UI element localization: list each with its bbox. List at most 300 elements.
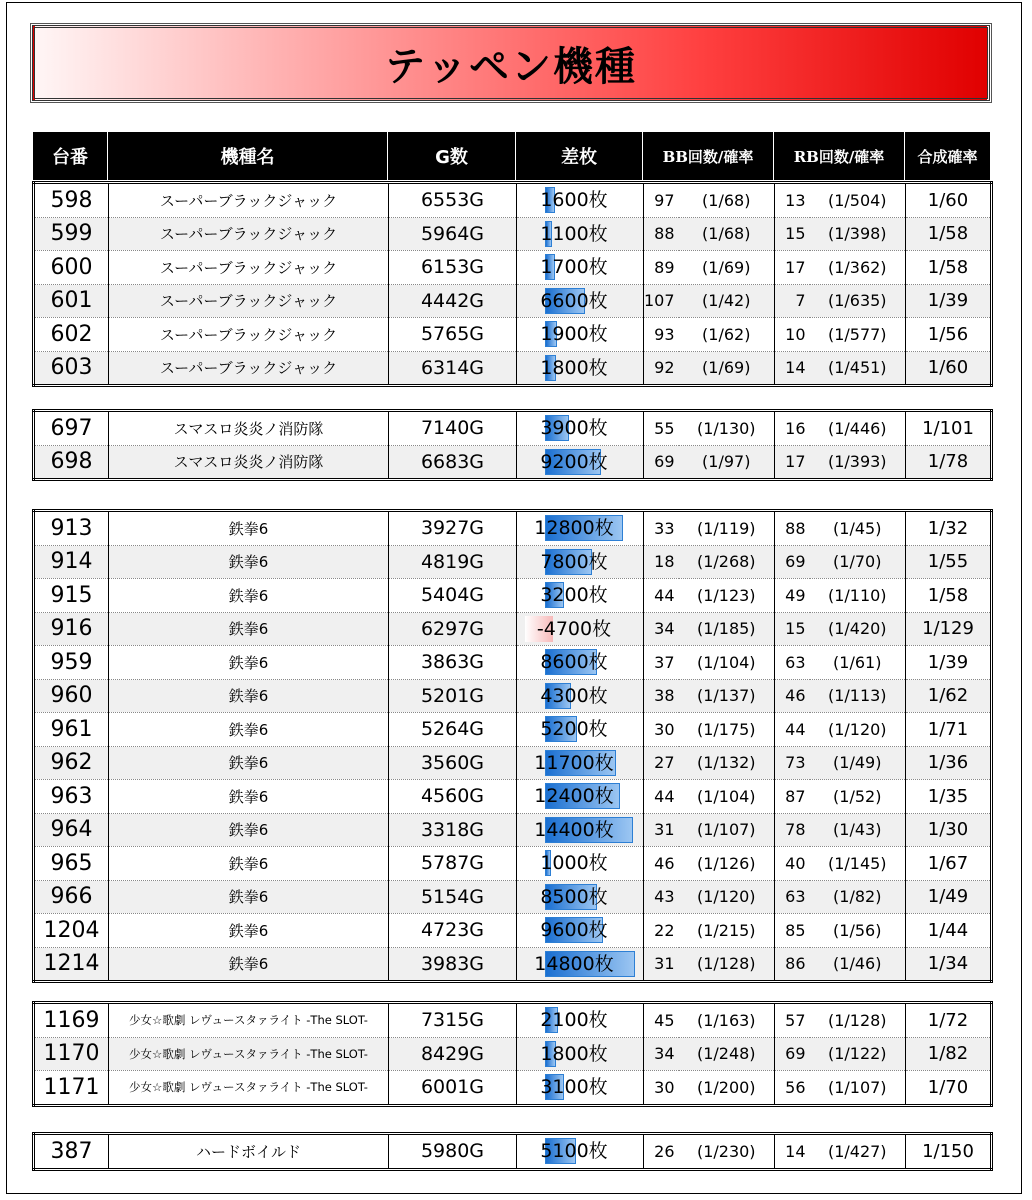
- rb-rate: (1/52): [810, 780, 906, 814]
- diff-value: -4700枚: [536, 617, 612, 640]
- diff-value: 3100枚: [540, 1076, 608, 1098]
- game-count: 6001G: [389, 1071, 517, 1106]
- rb-count: 63: [775, 880, 810, 914]
- model-name: 鉄拳6: [109, 612, 389, 646]
- rb-count: 14: [785, 1141, 806, 1161]
- diff-value: 12400枚: [534, 785, 614, 807]
- model-name: 少女☆歌劇 レヴュースタァライト -The SLOT-: [109, 1037, 389, 1071]
- header-model: 機種名: [108, 132, 388, 180]
- model-name: スーパーブラックジャック: [109, 284, 389, 318]
- table-row: [34, 679, 992, 713]
- unit-number: 600: [34, 251, 109, 285]
- model-name: 鉄拳6: [109, 679, 389, 713]
- unit-number: 603: [34, 351, 109, 386]
- bb-rate: (1/230): [679, 1134, 775, 1170]
- bb-rate: (1/62): [679, 318, 775, 352]
- rb-rate: (1/398): [810, 217, 906, 251]
- diff-cell: [517, 545, 644, 579]
- total-rate: 1/150: [922, 1140, 974, 1162]
- bb-count: 45: [644, 1003, 679, 1038]
- table-row: [34, 813, 992, 847]
- game-count: 5765G: [389, 318, 517, 352]
- header-diff: 差枚: [516, 132, 643, 180]
- rb-count: 85: [775, 914, 810, 948]
- unit-number: 1170: [34, 1037, 109, 1071]
- game-count: 3927G: [389, 511, 517, 546]
- diff-cell: [517, 713, 644, 747]
- game-count: 5154G: [389, 880, 517, 914]
- model-name: スーパーブラックジャック: [109, 217, 389, 251]
- unit-number: 966: [34, 880, 109, 914]
- model-name: 鉄拳6: [109, 545, 389, 579]
- rb-count: 88: [775, 511, 810, 546]
- game-count: 6153G: [389, 251, 517, 285]
- bb-rate: (1/200): [679, 1071, 775, 1106]
- rb-rate: (1/46): [810, 947, 906, 982]
- rb-rate: (1/393): [810, 445, 906, 480]
- table-row: [34, 351, 992, 386]
- unit-number: 698: [34, 445, 109, 480]
- table-row: [34, 646, 992, 680]
- bb-rate: (1/137): [679, 679, 775, 713]
- rb-count: 86: [775, 947, 810, 982]
- diff-cell: [517, 679, 644, 713]
- rb-count: 17: [775, 251, 810, 285]
- unit-number: 1169: [34, 1003, 109, 1038]
- table-row: [34, 847, 992, 881]
- bb-count: 55: [644, 411, 679, 446]
- model-name: スーパーブラックジャック: [109, 351, 389, 386]
- game-count: 6683G: [389, 445, 517, 480]
- diff-cell: [517, 612, 644, 646]
- diff-value: 4300枚: [540, 684, 608, 707]
- bb-rate: (1/104): [679, 780, 775, 814]
- bb-count: 88: [644, 217, 679, 251]
- unit-number: 913: [34, 511, 109, 546]
- rb-rate: (1/362): [810, 251, 906, 285]
- bb-count: 92: [644, 351, 679, 386]
- unit-number: 963: [34, 780, 109, 814]
- model-name: 鉄拳6: [109, 646, 389, 680]
- total-rate: 1/60: [906, 351, 992, 386]
- game-count: 5964G: [389, 217, 517, 251]
- unit-number: 1171: [34, 1071, 109, 1106]
- diff-cell: [517, 579, 644, 613]
- rb-rate: (1/120): [810, 713, 906, 747]
- diff-value: 8500枚: [540, 885, 608, 908]
- game-count: 5787G: [389, 847, 517, 881]
- diff-cell: [517, 1003, 644, 1038]
- game-count: 3560G: [389, 746, 517, 780]
- total-rate: 1/49: [906, 880, 992, 914]
- model-name: スマスロ炎炎ノ消防隊: [109, 445, 389, 480]
- total-rate: 1/35: [906, 780, 992, 814]
- bb-rate: (1/163): [679, 1003, 775, 1038]
- unit-number: 965: [34, 847, 109, 881]
- bb-count: 34: [644, 1037, 679, 1071]
- diff-value: 1600枚: [540, 189, 608, 211]
- diff-value: 1800枚: [540, 356, 608, 379]
- game-count: 3863G: [389, 646, 517, 680]
- unit-number: 916: [34, 612, 109, 646]
- bb-rate: (1/132): [679, 746, 775, 780]
- machine-group-5: [32, 1132, 993, 1171]
- model-name: 鉄拳6: [109, 847, 389, 881]
- rb-count: 15: [775, 217, 810, 251]
- bb-count: 37: [644, 646, 679, 680]
- model-name: 鉄拳6: [109, 579, 389, 613]
- diff-cell: [517, 780, 644, 814]
- game-count: 4819G: [389, 545, 517, 579]
- total-rate: 1/78: [906, 445, 992, 480]
- game-count: 6553G: [389, 183, 517, 218]
- rb-count: 15: [775, 612, 810, 646]
- table-row: [34, 947, 992, 982]
- unit-number: 601: [34, 284, 109, 318]
- model-name: 鉄拳6: [109, 947, 389, 982]
- bb-count: 34: [644, 612, 679, 646]
- table-row: [34, 1003, 992, 1038]
- total-rate: 1/34: [906, 947, 992, 982]
- table-row: [34, 1071, 992, 1106]
- rb-rate: (1/577): [810, 318, 906, 352]
- rb-rate: (1/446): [810, 411, 906, 446]
- total-rate: 1/70: [927, 1076, 969, 1098]
- unit-number: 962: [34, 746, 109, 780]
- game-count: 4442G: [389, 284, 517, 318]
- bb-count: 30: [654, 1077, 675, 1097]
- table-row: [34, 713, 992, 747]
- unit-number: 1214: [34, 947, 109, 982]
- rb-rate: (1/107): [810, 1071, 906, 1106]
- bb-rate: (1/68): [679, 217, 775, 251]
- rb-count: 14: [775, 351, 810, 386]
- total-rate: 1/32: [906, 511, 992, 546]
- table-row: [34, 251, 992, 285]
- diff-value: 6600枚: [540, 289, 608, 312]
- page-title: テッペン機種: [385, 43, 637, 90]
- rb-rate: (1/70): [810, 545, 906, 579]
- diff-value: 8600枚: [540, 651, 608, 673]
- bb-rate: (1/123): [679, 579, 775, 613]
- header-bb: BB回数/確率: [643, 132, 774, 180]
- bb-rate: (1/130): [679, 411, 775, 446]
- bb-rate: (1/120): [679, 880, 775, 914]
- table-row: [34, 511, 992, 546]
- total-rate: 1/58: [906, 579, 992, 613]
- diff-value: 3200枚: [540, 584, 608, 606]
- bb-count: 46: [644, 847, 679, 881]
- diff-value: 11700枚: [534, 751, 614, 774]
- rb-count: 69: [775, 545, 810, 579]
- diff-cell: [517, 217, 644, 251]
- bb-rate: (1/128): [679, 947, 775, 982]
- bb-count: 44: [644, 780, 679, 814]
- diff-value: 1000枚: [540, 852, 608, 874]
- table-row: [34, 780, 992, 814]
- model-name: 鉄拳6: [109, 880, 389, 914]
- total-rate: 1/44: [906, 914, 992, 948]
- rb-count: 40: [775, 847, 810, 881]
- total-rate: 1/62: [906, 679, 992, 713]
- unit-number: 598: [34, 183, 109, 218]
- diff-value: 1800枚: [540, 1042, 608, 1065]
- rb-count: 56: [785, 1077, 806, 1097]
- diff-cell: [517, 746, 644, 780]
- rb-rate: (1/82): [810, 880, 906, 914]
- rb-rate: (1/61): [810, 646, 906, 680]
- rb-rate: (1/451): [810, 351, 906, 386]
- model-name: 少女☆歌劇 レヴュースタァライト -The SLOT-: [109, 1003, 389, 1038]
- rb-rate: (1/122): [810, 1037, 906, 1071]
- diff-cell: [517, 445, 644, 480]
- bb-rate: (1/215): [679, 914, 775, 948]
- rb-rate: (1/427): [810, 1134, 906, 1170]
- table-row: [34, 445, 992, 480]
- total-rate: 1/72: [906, 1003, 992, 1038]
- game-count: 3318G: [389, 813, 517, 847]
- bb-count: 107: [644, 284, 679, 318]
- diff-cell: [517, 813, 644, 847]
- rb-count: 57: [775, 1003, 810, 1038]
- total-rate: 1/36: [906, 746, 992, 780]
- table-row: [34, 217, 992, 251]
- diff-cell: [517, 880, 644, 914]
- bb-rate: (1/97): [679, 445, 775, 480]
- total-rate: 1/58: [906, 251, 992, 285]
- diff-value: 14800枚: [534, 952, 614, 975]
- model-name: スマスロ炎炎ノ消防隊: [109, 411, 389, 446]
- bb-rate: (1/107): [679, 813, 775, 847]
- bb-rate: (1/119): [679, 511, 775, 546]
- header-rb: RB回数/確率: [774, 132, 905, 180]
- diff-cell: [517, 847, 644, 881]
- bb-count: 69: [644, 445, 679, 480]
- bb-count: 44: [644, 579, 679, 613]
- rb-rate: (1/113): [810, 679, 906, 713]
- game-count: 4560G: [389, 780, 517, 814]
- diff-cell: [517, 251, 644, 285]
- rb-count: 49: [775, 579, 810, 613]
- unit-number: 697: [34, 411, 109, 446]
- bb-rate: (1/185): [679, 612, 775, 646]
- header-games: G数: [388, 132, 516, 180]
- table-row: [34, 914, 992, 948]
- unit-number: 1204: [34, 914, 109, 948]
- bb-count: 33: [644, 511, 679, 546]
- total-rate: 1/39: [906, 284, 992, 318]
- machine-group-1: [32, 181, 993, 387]
- game-count: 7140G: [389, 411, 517, 446]
- table-row: [34, 183, 992, 218]
- model-name: 鉄拳6: [109, 746, 389, 780]
- diff-cell: [517, 284, 644, 318]
- diff-cell: [517, 511, 644, 546]
- bb-count: 27: [644, 746, 679, 780]
- unit-number: 964: [34, 813, 109, 847]
- rb-rate: (1/128): [810, 1003, 906, 1038]
- rb-count: 73: [775, 746, 810, 780]
- table-row: [34, 579, 992, 613]
- game-count: 6297G: [389, 612, 517, 646]
- unit-number: 915: [34, 579, 109, 613]
- rb-rate: (1/635): [810, 284, 906, 318]
- bb-count: 31: [644, 813, 679, 847]
- diff-cell: [517, 411, 644, 446]
- rb-rate: (1/504): [810, 183, 906, 218]
- table-row: [34, 1134, 992, 1170]
- diff-value: 5200枚: [540, 718, 608, 740]
- total-rate: 1/55: [906, 545, 992, 579]
- rb-count: 69: [775, 1037, 810, 1071]
- diff-value: 9200枚: [540, 450, 608, 473]
- bb-rate: (1/126): [679, 847, 775, 881]
- diff-value: 2100枚: [540, 1009, 608, 1031]
- unit-number: 599: [34, 217, 109, 251]
- model-name: スーパーブラックジャック: [109, 318, 389, 352]
- table-row: [34, 880, 992, 914]
- game-count: 4723G: [389, 914, 517, 948]
- diff-cell: [517, 183, 644, 218]
- model-name: スーパーブラックジャック: [109, 183, 389, 218]
- total-rate: 1/129: [906, 612, 992, 646]
- diff-value: 12800枚: [534, 517, 614, 539]
- rb-rate: (1/56): [810, 914, 906, 948]
- table-row: [34, 1037, 992, 1071]
- total-rate: 1/30: [906, 813, 992, 847]
- table-row: [34, 411, 992, 446]
- bb-count: 22: [644, 914, 679, 948]
- game-count: 6314G: [389, 351, 517, 386]
- table-header: [32, 132, 991, 180]
- unit-number: 959: [34, 646, 109, 680]
- unit-number: 960: [34, 679, 109, 713]
- bb-count: 26: [654, 1141, 675, 1161]
- unit-number: 387: [34, 1134, 109, 1170]
- machine-group-4: [32, 1001, 993, 1107]
- rb-count: 17: [775, 445, 810, 480]
- bb-count: 93: [644, 318, 679, 352]
- model-name: 鉄拳6: [109, 914, 389, 948]
- total-rate: 1/60: [906, 183, 992, 218]
- diff-value: 1100枚: [540, 222, 608, 245]
- total-rate: 1/71: [906, 713, 992, 747]
- bb-count: 97: [644, 183, 679, 218]
- rb-rate: (1/49): [810, 746, 906, 780]
- diff-cell: [517, 318, 644, 352]
- unit-number: 914: [34, 545, 109, 579]
- diff-cell: [517, 646, 644, 680]
- header-unit-no: 台番: [33, 132, 108, 180]
- game-count: 5264G: [389, 713, 517, 747]
- diff-value: 14400枚: [534, 818, 614, 841]
- bb-rate: (1/268): [679, 545, 775, 579]
- diff-cell: [517, 1037, 644, 1071]
- bb-count: 38: [644, 679, 679, 713]
- game-count: 7315G: [389, 1003, 517, 1038]
- rb-count: 13: [775, 183, 810, 218]
- model-name: 鉄拳6: [109, 780, 389, 814]
- bb-count: 18: [644, 545, 679, 579]
- rb-rate: (1/145): [810, 847, 906, 881]
- rb-rate: (1/110): [810, 579, 906, 613]
- bb-count: 30: [644, 713, 679, 747]
- bb-rate: (1/104): [679, 646, 775, 680]
- rb-rate: (1/43): [810, 813, 906, 847]
- table-row: [34, 612, 992, 646]
- table-row: [34, 545, 992, 579]
- model-name: 少女☆歌劇 レヴュースタァライト -The SLOT-: [109, 1071, 389, 1106]
- rb-rate: (1/420): [810, 612, 906, 646]
- rb-count: 44: [775, 713, 810, 747]
- model-name: 鉄拳6: [109, 813, 389, 847]
- rb-count: 87: [775, 780, 810, 814]
- machine-group-2: [32, 409, 993, 481]
- total-rate: 1/82: [906, 1037, 992, 1071]
- table-row: [34, 284, 992, 318]
- diff-value: 3900枚: [540, 417, 608, 439]
- diff-cell: [517, 914, 644, 948]
- diff-value: 7800枚: [540, 550, 608, 573]
- bb-count: 89: [644, 251, 679, 285]
- bb-count: 43: [644, 880, 679, 914]
- diff-cell: [517, 947, 644, 982]
- total-rate: 1/101: [906, 411, 992, 446]
- total-rate: 1/58: [906, 217, 992, 251]
- bb-rate: (1/69): [679, 251, 775, 285]
- diff-value: 9600枚: [540, 919, 608, 941]
- bb-rate: (1/175): [679, 713, 775, 747]
- model-name: ハードボイルド: [109, 1134, 389, 1170]
- header-total: 合成確率: [905, 132, 991, 180]
- diff-value: 1900枚: [540, 323, 608, 345]
- table-row: [34, 746, 992, 780]
- model-name: 鉄拳6: [109, 511, 389, 546]
- machine-group-3: [32, 509, 993, 983]
- diff-value: 1700枚: [540, 256, 608, 278]
- bb-rate: (1/248): [679, 1037, 775, 1071]
- diff-cell: [517, 1071, 644, 1106]
- total-rate: 1/56: [906, 318, 992, 352]
- model-name: スーパーブラックジャック: [109, 251, 389, 285]
- rb-count: 63: [775, 646, 810, 680]
- unit-number: 961: [34, 713, 109, 747]
- model-name: 鉄拳6: [109, 713, 389, 747]
- bb-rate: (1/69): [679, 351, 775, 386]
- rb-count: 46: [775, 679, 810, 713]
- bb-rate: (1/42): [679, 284, 775, 318]
- total-rate: 1/67: [906, 847, 992, 881]
- rb-count: 7: [775, 284, 810, 318]
- total-rate: 1/39: [906, 646, 992, 680]
- bb-rate: (1/68): [679, 183, 775, 218]
- rb-rate: (1/45): [810, 511, 906, 546]
- table-row: [34, 318, 992, 352]
- game-count: 5201G: [389, 679, 517, 713]
- game-count: 3983G: [389, 947, 517, 982]
- title-banner: [32, 25, 990, 101]
- game-count: 8429G: [389, 1037, 517, 1071]
- game-count: 5404G: [389, 579, 517, 613]
- rb-count: 16: [775, 411, 810, 446]
- rb-count: 10: [775, 318, 810, 352]
- diff-value: 5100枚: [540, 1140, 608, 1162]
- unit-number: 602: [34, 318, 109, 352]
- diff-cell: [517, 351, 644, 386]
- rb-count: 78: [775, 813, 810, 847]
- diff-cell: [517, 1134, 644, 1170]
- game-count: 5980G: [389, 1134, 517, 1170]
